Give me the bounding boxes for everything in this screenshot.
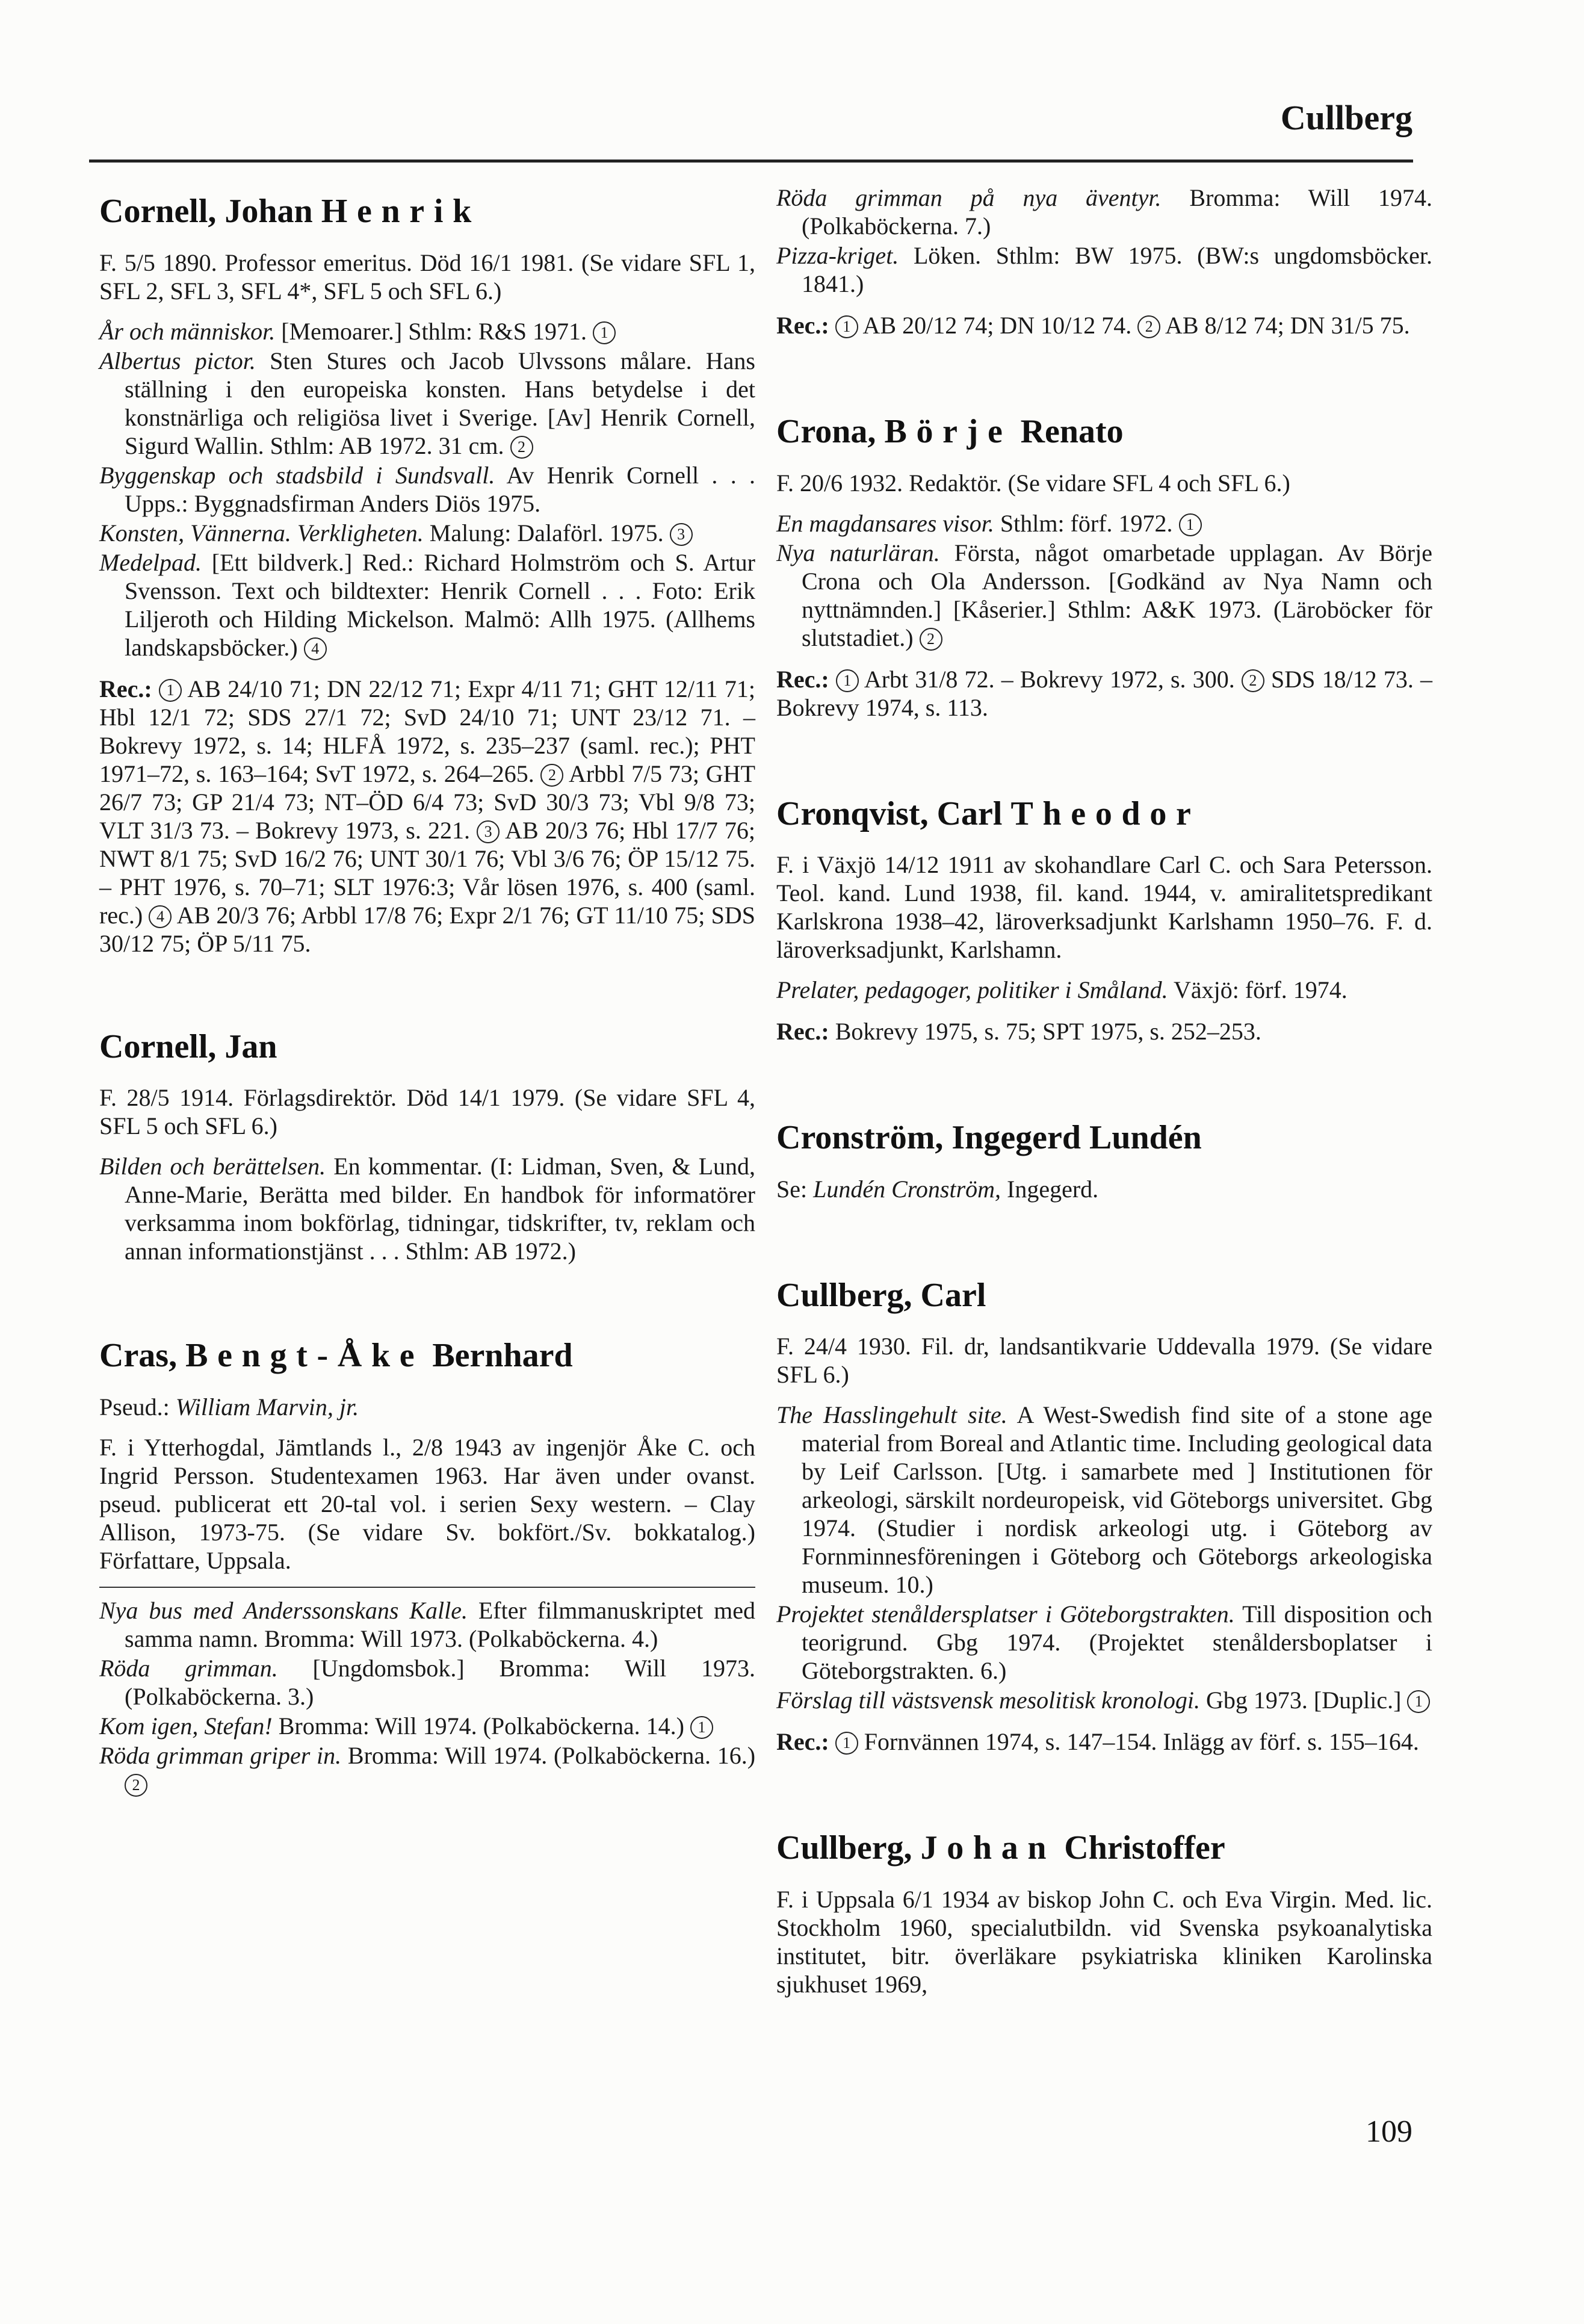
work-item: Pizza-kriget. Löken. Sthlm: BW 1975. (BW:s ungdomsböcker. 1841.) <box>776 242 1432 297</box>
entry-cullberg-carl <box>776 1277 1432 1756</box>
entry-bio: F. 5/5 1890. Professor emeritus. Död 16/1 1981. (Se vidare SFL 1, SFL 2, SFL 3, SFL 4*, SFL 5 och SFL 6.) <box>99 249 755 305</box>
work-item: The Hasslingehult site. A West-Swedish find site of a stone age material from Boreal and Atlantic time. Including geological data by Leif Carlsson. [Utg. i samarbete med ] Institutionen för arkeologi, särskilt nordeuropeisk, vid Göteborgs universitet. Gbg 1974. (Studier i nordisk arkeologi utg. i Göteborg av Fornminnesföreningen i Göteborg och Göteborgs arkeologiska museum. 10.) <box>776 1401 1432 1599</box>
entry-heading: Cullberg, Johan Christoffer <box>776 1829 1225 1867</box>
reviews: Rec.: 1 AB 24/10 71; DN 22/12 71; Expr 4/11 71; GHT 12/11 71; Hbl 12/1 72; SDS 27/1 72; SvD 24/10 71; UNT 23/12 71. – Bokrevy 1972, s. 14; HLFÅ 1972, s. 235–237 (saml. rec.); PHT 1971–72, s. 163–164; SvT 1972, s. 264–265. 2 Arbbl 7/5 73; GHT 26/7 73; GP 21/4 73; NT–ÖD 6/4 73; SvD 30/3 73; Vbl 9/8 73; VLT 31/3 73. – Bokrevy 1973, s. 221. 3 AB 20/3 76; Hbl 17/7 76; NWT 8/1 75; SvD 16/2 76; UNT 30/1 76; Vbl 3/6 76; ÖP 15/12 75. – PHT 1976, s. 70–71; SLT 1976:3; Vår lösen 1976, s. 400 (saml. rec.) 4 AB 20/3 76; Arbbl 17/8 76; Expr 2/1 76; GT 11/10 75; SDS 30/12 75; ÖP 5/11 75. <box>99 675 756 957</box>
work-item: Nya naturläran. Första, något omarbetade upplagan. Av Börje Crona och Ola Andersson. [Godkänd av Nya Namn och nyttnämnden.] [Kåserier.] Sthlm: A&K 1973. (Läroböcker för slutstadiet.) 2 <box>776 539 1432 651</box>
work-item: Förslag till västsvensk mesolitisk kronologi. Gbg 1973. [Duplic.] 1 <box>776 1686 1432 1714</box>
entry-bio: F. i Uppsala 6/1 1934 av biskop John C. och Eva Virgin. Med. lic. Stockholm 1960, specialutbildn. vid Svenska psykoanalytiska institutet, bitr. överläkare psykiatriska kliniken Karolinska sjukhuset 1969, <box>776 1885 1432 1998</box>
circled-number: 2 <box>510 436 533 459</box>
circled-number: 2 <box>125 1774 147 1797</box>
reviews: Rec.: 1 Arbt 31/8 72. – Bokrevy 1972, s. 300. 2 SDS 18/12 73. – Bokrevy 1974, s. 113. <box>776 665 1433 721</box>
circled-number: 1 <box>690 1716 713 1739</box>
entry-cornell-johan-henrik <box>99 193 755 958</box>
running-title: Cullberg <box>1280 98 1412 137</box>
right-column <box>776 184 1432 2010</box>
entry-cras-bengt-ake <box>99 1337 755 1798</box>
page-number: 109 <box>1366 2115 1412 2149</box>
entry-heading: Crona, Börje Renato <box>776 413 1124 450</box>
reviews: Rec.: 1 AB 20/12 74; DN 10/12 74. 2 AB 8/12 74; DN 31/5 75. <box>776 312 1410 339</box>
entry-heading: Cras, Bengt-Åke Bernhard <box>99 1337 573 1375</box>
circled-number: 1 <box>1407 1690 1430 1713</box>
circled-number: 1 <box>835 315 858 338</box>
entry-heading: Cornell, Johan Henrik <box>99 193 481 230</box>
work-item: Bilden och berättelsen. En kommentar. (I: Lidman, Sven, & Lund, Anne-Marie, Berätta med bilder. En handbok för informatörer verksamma inom bokförlag, tidningar, tidskrifter, tv, reklam och annan informationstjänst . . . Sthlm: AB 1972.) <box>99 1153 755 1265</box>
circled-number: 2 <box>1137 315 1160 338</box>
circled-number: 4 <box>149 905 172 928</box>
work-item: Röda grimman. [Ungdomsbok.] Bromma: Will 1973. (Polkaböckerna. 3.) <box>99 1654 755 1710</box>
work-item: En magdansares visor. Sthlm: förf. 1972. 1 <box>776 509 1432 538</box>
entry-bio: F. 28/5 1914. Förlagsdirektör. Död 14/1 1979. (Se vidare SFL 4, SFL 5 och SFL 6.) <box>99 1084 755 1140</box>
entry-cullberg-johan-christoffer <box>776 1830 1432 1998</box>
entry-bio: F. i Ytterhogdal, Jämtlands l., 2/8 1943 av ingenjör Åke C. och Ingrid Persson. Studentexamen 1963. Har även under ovanst. pseud. publicerat ett 20-tal vol. i serien Sexy western. – Clay Allison, 1973-75. (Se vidare Sv. bokfört./Sv. bokkatalog.) Författare, Uppsala. <box>99 1433 755 1574</box>
circled-number: 1 <box>1179 513 1202 536</box>
work-item: Albertus pictor. Sten Stures och Jacob Ulvssons målare. Hans ställning i den europeiska konsten. Hans betydelse i det konstnärliga och religiösa livet i Sverige. [Av] Henrik Cornell, Sigurd Wallin. Sthlm: AB 1972. 31 cm. 2 <box>99 347 755 459</box>
entry-crona-borje <box>776 414 1432 722</box>
see-reference: Se: Lundén Cronström, Ingegerd. <box>776 1175 1099 1203</box>
entry-cronstrom-ingegerd <box>776 1120 1432 1203</box>
circled-number: 2 <box>920 628 942 651</box>
work-item: Byggenskap och stadsbild i Sundsvall. Av Henrik Cornell . . . Upps.: Byggnadsfirman Anders Diös 1975. <box>99 461 756 517</box>
circled-number: 3 <box>670 523 693 546</box>
section-rule <box>99 1587 755 1588</box>
entry-cronqvist-carl-theodor <box>776 796 1432 1046</box>
work-item: Röda grimman på nya äventyr. Bromma: Will 1974. (Polkaböckerna. 7.) <box>776 184 1432 240</box>
work-item: Röda grimman griper in. Bromma: Will 1974. (Polkaböckerna. 16.) 2 <box>99 1741 755 1798</box>
left-column <box>99 184 755 1810</box>
entry-heading: Cronström, Ingegerd Lundén <box>776 1119 1202 1157</box>
header-rule <box>89 160 1413 163</box>
circled-number: 2 <box>1242 669 1264 692</box>
circled-number: 3 <box>477 820 500 843</box>
reviews: Rec.: 1 Fornvännen 1974, s. 147–154. Inlägg av förf. s. 155–164. <box>776 1728 1419 1756</box>
circled-number: 1 <box>836 669 859 692</box>
entry-bio: F. 20/6 1932. Redaktör. (Se vidare SFL 4 och SFL 6.) <box>776 469 1290 497</box>
reviews: Rec.: Bokrevy 1975, s. 75; SPT 1975, s. 252–253. <box>776 1018 1261 1046</box>
entry-cornell-jan <box>99 1029 755 1266</box>
work-item: År och människor. [Memoarer.] Sthlm: R&S 1971. 1 <box>99 317 755 346</box>
circled-number: 1 <box>835 1732 858 1755</box>
work-item: Kom igen, Stefan! Bromma: Will 1974. (Polkaböckerna. 14.) 1 <box>99 1712 755 1740</box>
work-item: Prelater, pedagoger, politiker i Småland. Växjö: förf. 1974. <box>776 976 1347 1004</box>
work-item: Medelpad. [Ett bildverk.] Red.: Richard Holmström och S. Artur Svensson. Text och bildtexter: Henrik Cornell . . . Foto: Erik Liljeroth och Hilding Mickelson. Malmö: Allh 1975. (Allhems landskapsböcker.) 4 <box>99 548 755 661</box>
circled-number: 4 <box>304 637 327 660</box>
entry-heading: Cornell, Jan <box>99 1027 277 1065</box>
work-item: Projektet stenåldersplatser i Göteborgstrakten. Till disposition och teorigrund. Gbg 1974. (Projektet stenåldersboplatser i Göteborgstrakten. 6.) <box>776 1600 1433 1685</box>
entry-bio: F. i Växjö 14/12 1911 av skohandlare Carl C. och Sara Petersson. Teol. kand. Lund 1938, fil. kand. 1944, v. amiralitetspredikant Karlskrona 1938–42, läroverksadjunkt Karlshamn 1950–76. F. d. läroverksadjunkt, Karlshamn. <box>776 851 1432 964</box>
entry-heading: Cullberg, Carl <box>776 1276 986 1314</box>
work-item: Konsten, Vännerna. Verkligheten. Malung: Dalaförl. 1975. 3 <box>99 519 755 547</box>
circled-number: 1 <box>159 679 182 702</box>
entry-heading: Cronqvist, Carl Theodor <box>776 795 1201 832</box>
circled-number: 1 <box>593 321 616 344</box>
work-item: Nya bus med Anderssonskans Kalle. Efter filmmanuskriptet med samma namn. Bromma: Will 1973. (Polkaböckerna. 4.) <box>99 1596 755 1652</box>
circled-number: 2 <box>540 764 563 787</box>
entry-cras-continued <box>776 184 1432 339</box>
pseudonym: Pseud.: William Marvin, jr. <box>99 1393 359 1421</box>
entry-bio: F. 24/4 1930. Fil. dr, landsantikvarie Uddevalla 1979. (Se vidare SFL 6.) <box>776 1333 1432 1389</box>
